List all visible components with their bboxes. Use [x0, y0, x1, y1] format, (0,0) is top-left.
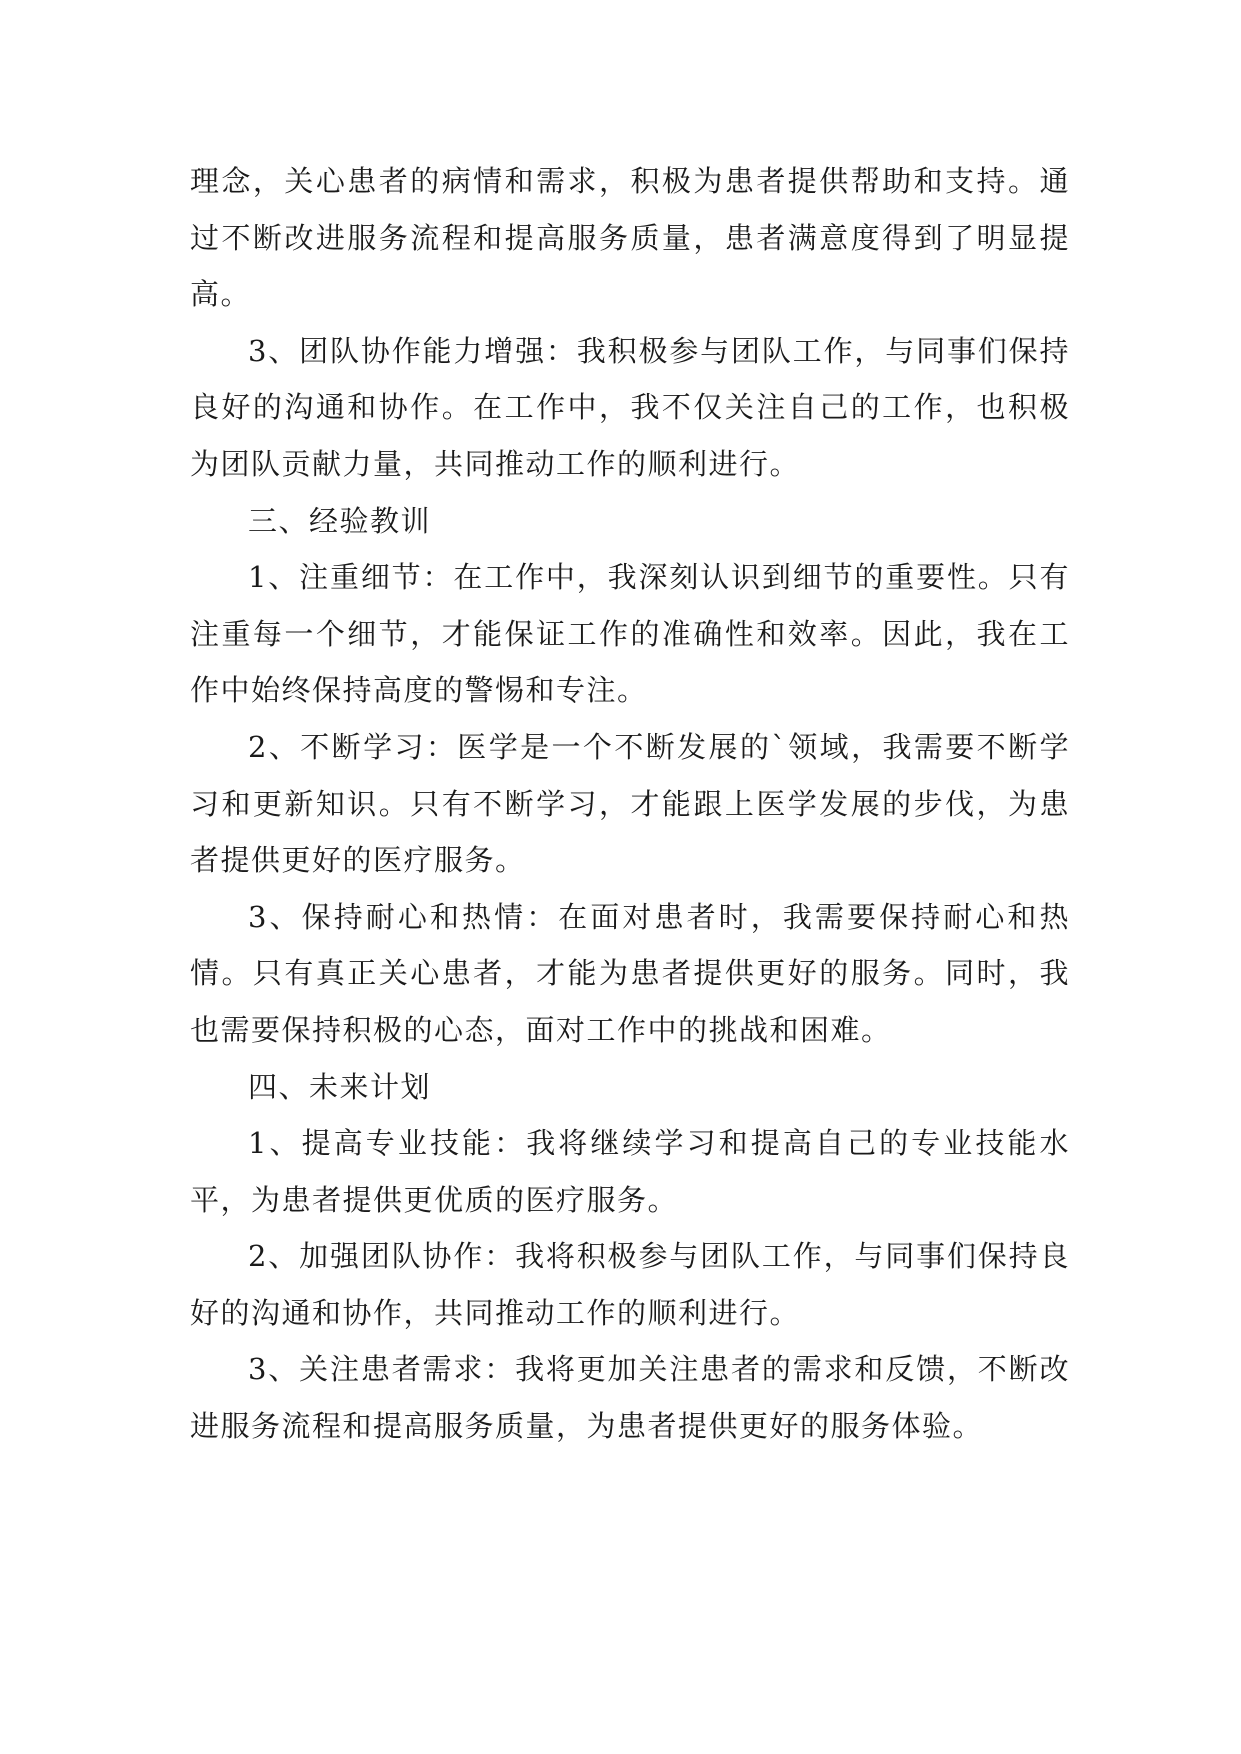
paragraph-patience-enthusiasm: 3、保持耐心和热情：在面对患者时，我需要保持耐心和热情。只有真正关心患者，才能为患者提供更好的服务。同时，我也需要保持积极的心态，面对工作中的挑战和困难。	[190, 899, 1070, 1047]
paragraph-continuous-learning: 2、不断学习：医学是一个不断发展的`领域，我需要不断学习和更新知识。只有不断学习，才能跟上医学发展的步伐，为患者提供更好的医疗服务。	[190, 729, 1070, 878]
paragraph-patient-needs: 3、关注患者需求：我将更加关注患者的需求和反馈，不断改进服务流程和提高服务质量，为患者提供更好的服务体验。	[190, 1352, 1070, 1444]
paragraph-team-collaboration: 2、加强团队协作：我将积极参与团队工作，与同事们保持良好的沟通和协作，共同推动工作的顺利进行。	[190, 1239, 1070, 1330]
section-heading-future-plans: 四、未来计划	[248, 1069, 432, 1104]
document-body	[190, 153, 1070, 1455]
paragraph-attention-to-detail: 1、注重细节：在工作中，我深刻认识到细节的重要性。只有注重每一个细节，才能保证工作的准确性和效率。因此，我在工作中始终保持高度的警惕和专注。	[190, 560, 1070, 708]
paragraph-continuation: 理念，关心患者的病情和需求，积极为患者提供帮助和支持。通过不断改进服务流程和提高服务质量，患者满意度得到了明显提高。	[190, 164, 1070, 312]
section-heading-lessons: 三、经验教训	[248, 503, 432, 538]
paragraph-teamwork-improved: 3、团队协作能力增强：我积极参与团队工作，与同事们保持良好的沟通和协作。在工作中，我不仅关注自己的工作，也积极为团队贡献力量，共同推动工作的顺利进行。	[190, 333, 1070, 481]
paragraph-improve-skills: 1、提高专业技能：我将继续学习和提高自己的专业技能水平，为患者提供更优质的医疗服务。	[190, 1126, 1070, 1217]
